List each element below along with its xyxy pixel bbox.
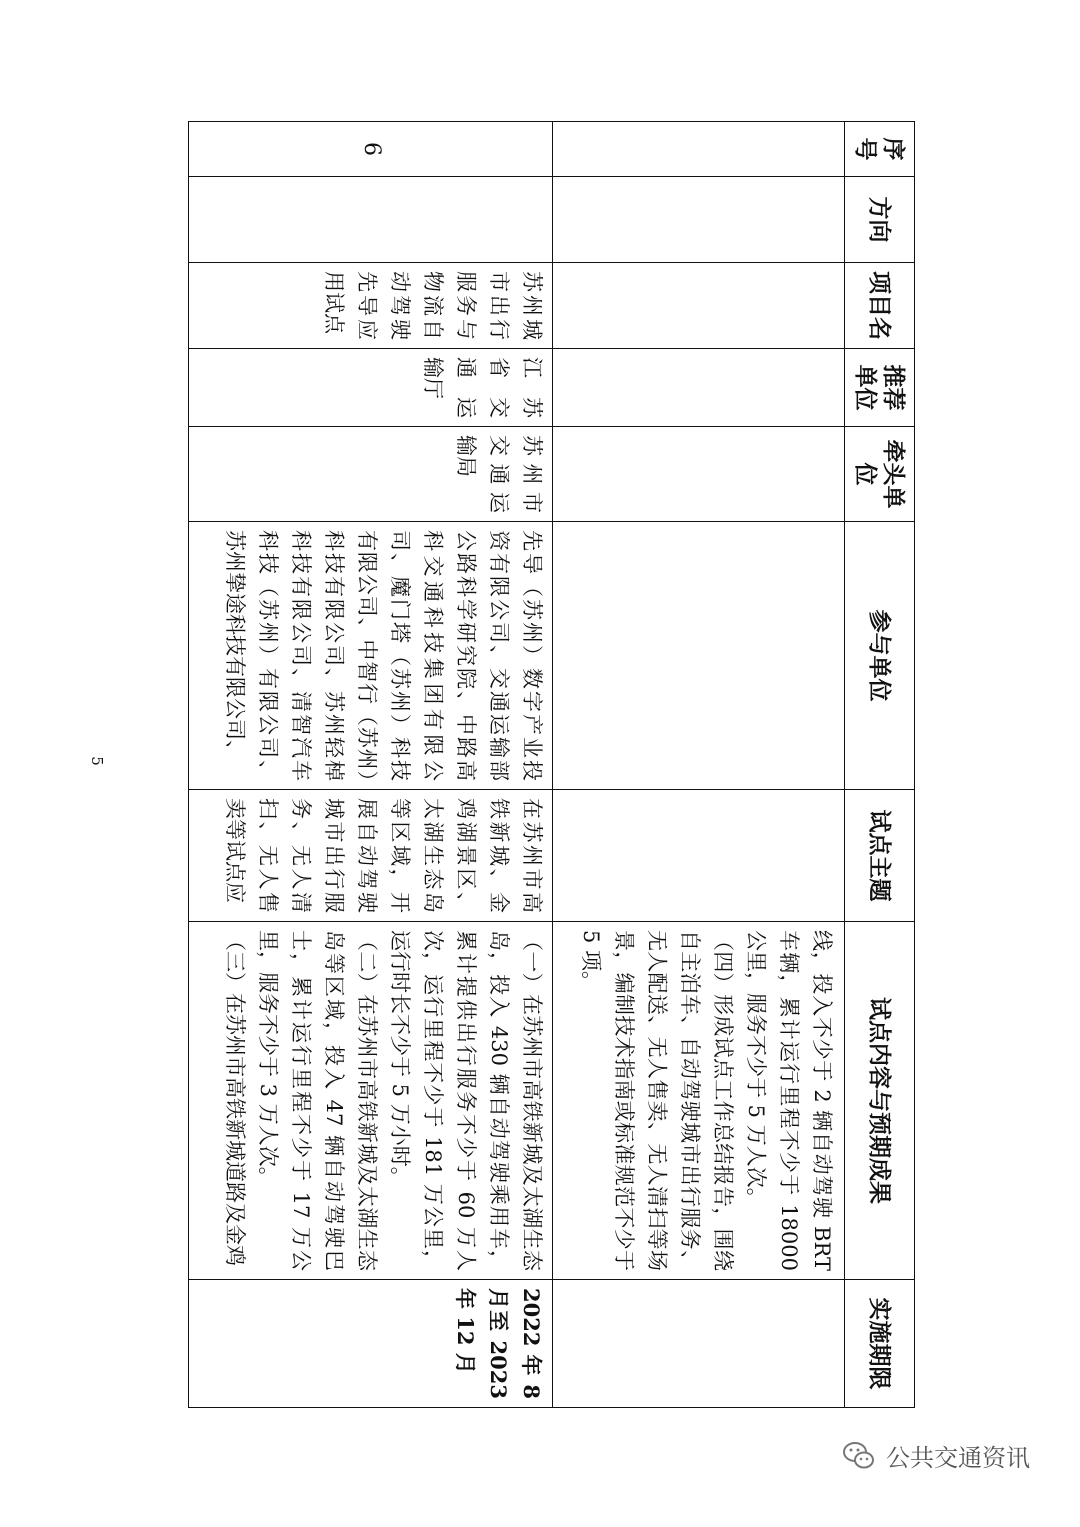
cell-project-name: 苏州城市出行服务与物流自动驾驶先导应用试点 <box>189 263 553 349</box>
cell-seq: 6 <box>189 122 553 177</box>
table-row-6 <box>189 122 553 1408</box>
cell-content <box>189 922 553 1280</box>
header-period: 实施期限 <box>845 1280 915 1408</box>
cell-lead-empty <box>553 427 845 522</box>
header-recommender: 推荐单位 <box>845 349 915 427</box>
header-lead-unit: 牵头单位 <box>845 427 915 522</box>
header-seq: 序号 <box>845 122 915 177</box>
page-number: 5 <box>87 756 106 766</box>
header-row <box>845 122 915 1408</box>
cell-recommender-empty <box>553 349 845 427</box>
header-participants: 参与单位 <box>845 522 915 790</box>
header-theme: 试点主题 <box>845 790 915 922</box>
cell-participants-empty <box>553 522 845 790</box>
content-paragraph: （三）在苏州市高铁新城道路及金鸡 <box>223 930 247 1266</box>
cell-period-empty <box>553 1280 845 1408</box>
pilot-projects-table <box>188 121 915 1408</box>
cell-content-continued <box>553 922 845 1280</box>
cell-lead-unit: 苏州市交通运输局 <box>189 427 553 522</box>
wechat-icon <box>842 1439 876 1473</box>
header-content: 试点内容与预期成果 <box>845 922 915 1280</box>
cell-seq-empty <box>553 122 845 177</box>
cell-theme-empty <box>553 790 845 922</box>
cell-recommender: 江苏省交通运输厅 <box>189 349 553 427</box>
table-row-continued <box>553 122 845 1408</box>
content-paragraph: （四）形成试点工作总结报告，围绕自主泊车、自动驾驶城市出行服务、无人配送、无人售卖、无人清扫等场景，编制技术指南或标准规范不少于 5 项。 <box>579 930 735 1271</box>
cell-direction <box>189 177 553 263</box>
watermark <box>842 1438 1030 1473</box>
rotated-table-frame <box>188 121 915 1407</box>
header-direction: 方向 <box>845 177 915 263</box>
watermark-text: 公共交通资讯 <box>886 1444 1030 1472</box>
cell-theme: 在苏州市高铁新城、金鸡湖景区、太湖生态岛等区域，开展自动驾驶城市出行服务、无人清扫、无人售卖等试点应 <box>189 790 553 922</box>
cell-project-empty <box>553 263 845 349</box>
header-project-name: 项目名 <box>845 263 915 349</box>
content-paragraph: 线，投入不少于 2 辆自动驾驶 BRT 车辆，累计运行里程不少于 18000 公里，服务不少于 5 万人次。 <box>744 930 834 1271</box>
cell-participants: 先导（苏州）数字产业投资有限公司、交通运输部公路科学研究院、中路高科交通科技集团有限公司、魔门塔（苏州）科技有限公司、中智行（苏州）科技有限公司、苏州轻棹科技有限公司、清智汽车科技（苏州）有限公司、苏州挚途科技有限公司、 <box>189 522 553 790</box>
content-paragraph: （二）在苏州市高铁新城及太湖生态岛等区域，投入 47 辆自动驾驶巴士，累计运行里程不少于 17 万公里，服务不少于 3 万人次。 <box>256 930 379 1271</box>
cell-period: 2022 年 8 月至 2023 年 12 月 <box>189 1280 553 1408</box>
cell-direction-empty <box>553 177 845 263</box>
content-paragraph: （一）在苏州市高铁新城及太湖生态岛，投入 430 辆自动驾驶乘用车，累计提供出行服务不少于 60 万人次，运行里程不少于 181 万公里，运行时长不少于 5 万小时。 <box>388 930 544 1271</box>
